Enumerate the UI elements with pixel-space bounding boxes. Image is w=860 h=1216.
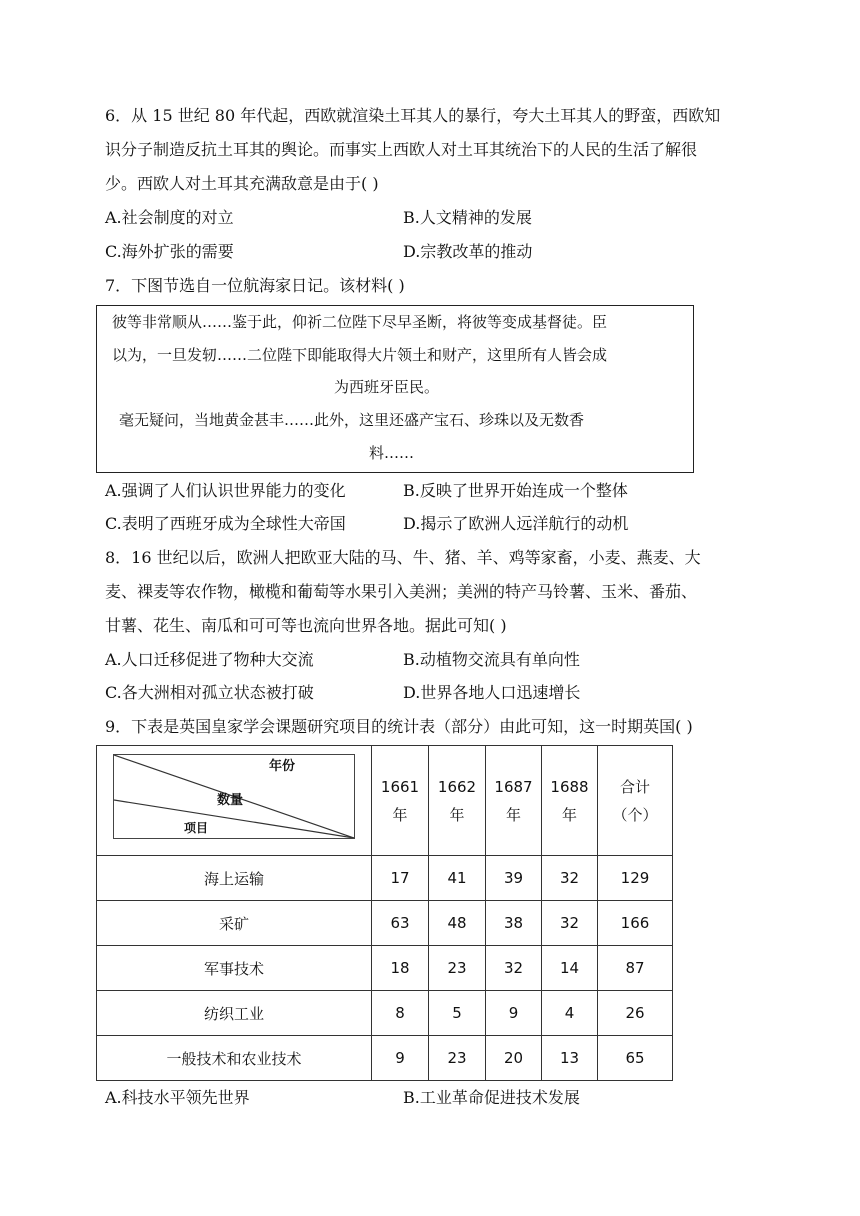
header-total: 合计 <box>619 777 650 796</box>
header-unit: 年 <box>561 805 577 824</box>
header-unit: （个） <box>612 805 658 824</box>
corner-label-quantity: 数量 <box>217 793 244 808</box>
table-row <box>97 1036 673 1081</box>
q6-stem-line-3: 少。西欧人对土耳其充满敌意是由于( ) <box>105 174 379 193</box>
stats-table <box>96 745 673 1081</box>
quote-line: 为西班牙臣民。 <box>334 378 440 396</box>
cell: 4 <box>542 991 598 1036</box>
diagonal-header-cell <box>97 746 372 856</box>
cell: 63 <box>372 901 429 946</box>
cell: 48 <box>429 901 486 946</box>
q6-option-a: A.社会制度的对立 <box>105 208 234 227</box>
cell: 23 <box>429 946 486 991</box>
column-header <box>598 746 673 856</box>
q6-option-d: D.宗教改革的推动 <box>403 242 533 261</box>
cell: 18 <box>372 946 429 991</box>
q8-stem-line-1: 8．16 世纪以后，欧洲人把欧亚大陆的马、牛、猪、羊、鸡等家畜，小麦、燕麦、大 <box>105 548 701 567</box>
cell: 65 <box>598 1036 673 1081</box>
cell: 38 <box>486 901 542 946</box>
cell: 9 <box>486 991 542 1036</box>
cell: 14 <box>542 946 598 991</box>
cell: 39 <box>486 856 542 901</box>
quote-line: 以为，一旦发轫……二位陛下即能取得大片领土和财产，这里所有人皆会成 <box>112 346 608 364</box>
cell: 41 <box>429 856 486 901</box>
table-row <box>97 991 673 1036</box>
header-year: 1662 <box>437 777 477 796</box>
cell: 9 <box>372 1036 429 1081</box>
q8-option-c: C.各大洲相对孤立状态被打破 <box>105 683 314 702</box>
cell: 166 <box>598 901 673 946</box>
cell: 17 <box>372 856 429 901</box>
header-year: 1687 <box>494 777 533 796</box>
corner-label-year: 年份 <box>269 759 296 774</box>
cell: 13 <box>542 1036 598 1081</box>
corner-label-item: 项目 <box>184 821 209 835</box>
quote-line: 料…… <box>369 444 415 462</box>
header-year: 1688 <box>550 777 589 796</box>
row-item: 军事技术 <box>97 946 372 991</box>
header-unit: 年 <box>449 805 465 824</box>
header-year: 1661 <box>380 777 420 796</box>
table-row <box>97 856 673 901</box>
q6-option-c: C.海外扩张的需要 <box>105 242 234 261</box>
q7-quote-box <box>96 305 694 473</box>
q6-stem-line-1: 6．从 15 世纪 80 年代起，西欧就渲染土耳其人的暴行，夸大土耳其人的野蛮，西欧知 <box>105 106 721 125</box>
q7-stem: 7．下图节选自一位航海家日记。该材料( ) <box>105 276 405 295</box>
q8-stem-line-3: 甘薯、花生、南瓜和可可等也流向世界各地。据此可知( ) <box>105 616 507 635</box>
cell: 20 <box>486 1036 542 1081</box>
diagonal-header-box <box>113 754 355 839</box>
header-unit: 年 <box>505 805 521 824</box>
column-header <box>372 746 429 856</box>
q7-option-c: C.表明了西班牙成为全球性大帝国 <box>105 514 346 533</box>
q9-option-b: B.工业革命促进技术发展 <box>403 1088 580 1107</box>
cell: 23 <box>429 1036 486 1081</box>
cell: 5 <box>429 991 486 1036</box>
q9-stem: 9．下表是英国皇家学会课题研究项目的统计表（部分）由此可知，这一时期英国( ) <box>105 717 693 736</box>
column-header <box>542 746 598 856</box>
column-header <box>486 746 542 856</box>
cell: 87 <box>598 946 673 991</box>
q9-option-a: A.科技水平领先世界 <box>105 1088 250 1107</box>
q8-option-a: A.人口迁移促进了物种大交流 <box>105 650 314 669</box>
cell: 129 <box>598 856 673 901</box>
cell: 8 <box>372 991 429 1036</box>
cell: 32 <box>542 856 598 901</box>
q8-stem-line-2: 麦、裸麦等农作物，橄榄和葡萄等水果引入美洲；美洲的特产马铃薯、玉米、番茄、 <box>105 582 698 601</box>
row-item: 纺织工业 <box>97 991 372 1036</box>
row-item: 一般技术和农业技术 <box>97 1036 372 1081</box>
q8-option-d: D.世界各地人口迅速增长 <box>403 683 581 702</box>
cell: 32 <box>542 901 598 946</box>
q7-option-a: A.强调了人们认识世界能力的变化 <box>105 481 346 500</box>
column-header <box>429 746 486 856</box>
row-item: 采矿 <box>97 901 372 946</box>
table-header-row <box>97 746 673 856</box>
table-row <box>97 946 673 991</box>
q7-option-b: B.反映了世界开始连成一个整体 <box>403 481 628 500</box>
q8-option-b: B.动植物交流具有单向性 <box>403 650 580 669</box>
q6-stem-line-2: 识分子制造反抗土耳其的舆论。而事实上西欧人对土耳其统治下的人民的生活了解很 <box>105 140 698 159</box>
cell: 26 <box>598 991 673 1036</box>
quote-line: 彼等非常顺从……鉴于此，仰祈二位陛下尽早圣断，将彼等变成基督徒。臣 <box>112 313 608 331</box>
row-item: 海上运输 <box>97 856 372 901</box>
quote-line: 毫无疑问，当地黄金甚丰……此外，这里还盛产宝石、珍珠以及无数香 <box>119 411 585 429</box>
q7-option-d: D.揭示了欧洲人远洋航行的动机 <box>403 514 629 533</box>
cell: 32 <box>486 946 542 991</box>
table-row <box>97 901 673 946</box>
header-unit: 年 <box>392 805 408 824</box>
q6-option-b: B.人文精神的发展 <box>403 208 532 227</box>
